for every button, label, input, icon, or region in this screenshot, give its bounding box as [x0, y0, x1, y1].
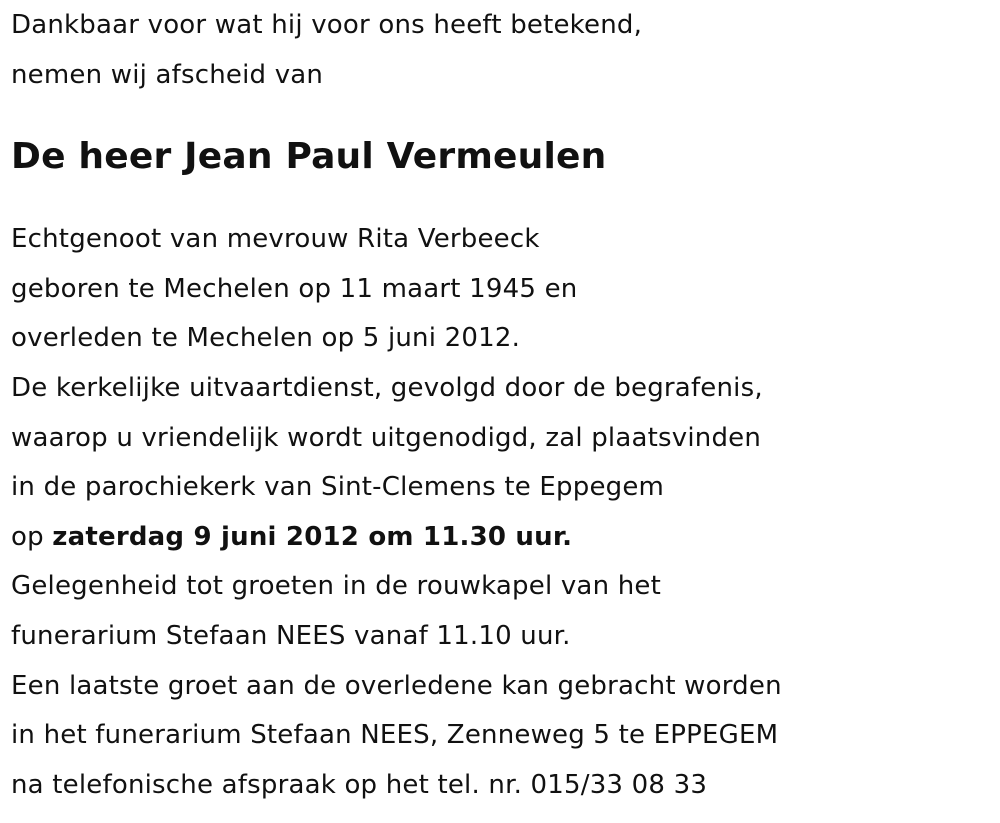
service-line-2: waarop u vriendelijk wordt uitgenodigd, zal plaatsvinden: [11, 422, 762, 453]
visitation-line-1: Gelegenheid tot groeten in de rouwkapel van het: [11, 571, 661, 602]
death-line: overleden te Mechelen op 5 juni 2012.: [11, 323, 521, 354]
final-greeting-line-3: na telefonische afspraak op het tel. nr. 015/33 08 33: [11, 769, 708, 800]
service-line-3: in de parochiekerk van Sint-Clemens te Eppegem: [11, 472, 665, 503]
final-greeting-line-1: Een laatste groet aan de overledene kan gebracht worden: [11, 670, 782, 701]
service-date-line: [11, 513, 986, 563]
service-line-1: De kerkelijke uitvaartdienst, gevolgd door de begrafenis,: [11, 372, 763, 403]
intro-line-1: Dankbaar voor wat hij voor ons heeft betekend,: [11, 10, 643, 40]
service-date-prefix: op: [11, 521, 53, 552]
death-notice: [11, 0, 986, 810]
intro-line-2: nemen wij afscheid van: [11, 59, 324, 90]
deceased-name: De heer Jean Paul Vermeulen: [11, 136, 607, 178]
service-date-bold: zaterdag 9 juni 2012 om 11.30 uur.: [52, 521, 573, 552]
final-greeting-line-2: in het funerarium Stefaan NEES, Zenneweg 5 te EPPEGEM: [11, 720, 779, 751]
spouse-line: Echtgenoot van mevrouw Rita Verbeeck: [11, 224, 540, 255]
birth-line: geboren te Mechelen op 11 maart 1945 en: [11, 273, 578, 304]
visitation-line-2: funerarium Stefaan NEES vanaf 11.10 uur.: [11, 620, 571, 651]
